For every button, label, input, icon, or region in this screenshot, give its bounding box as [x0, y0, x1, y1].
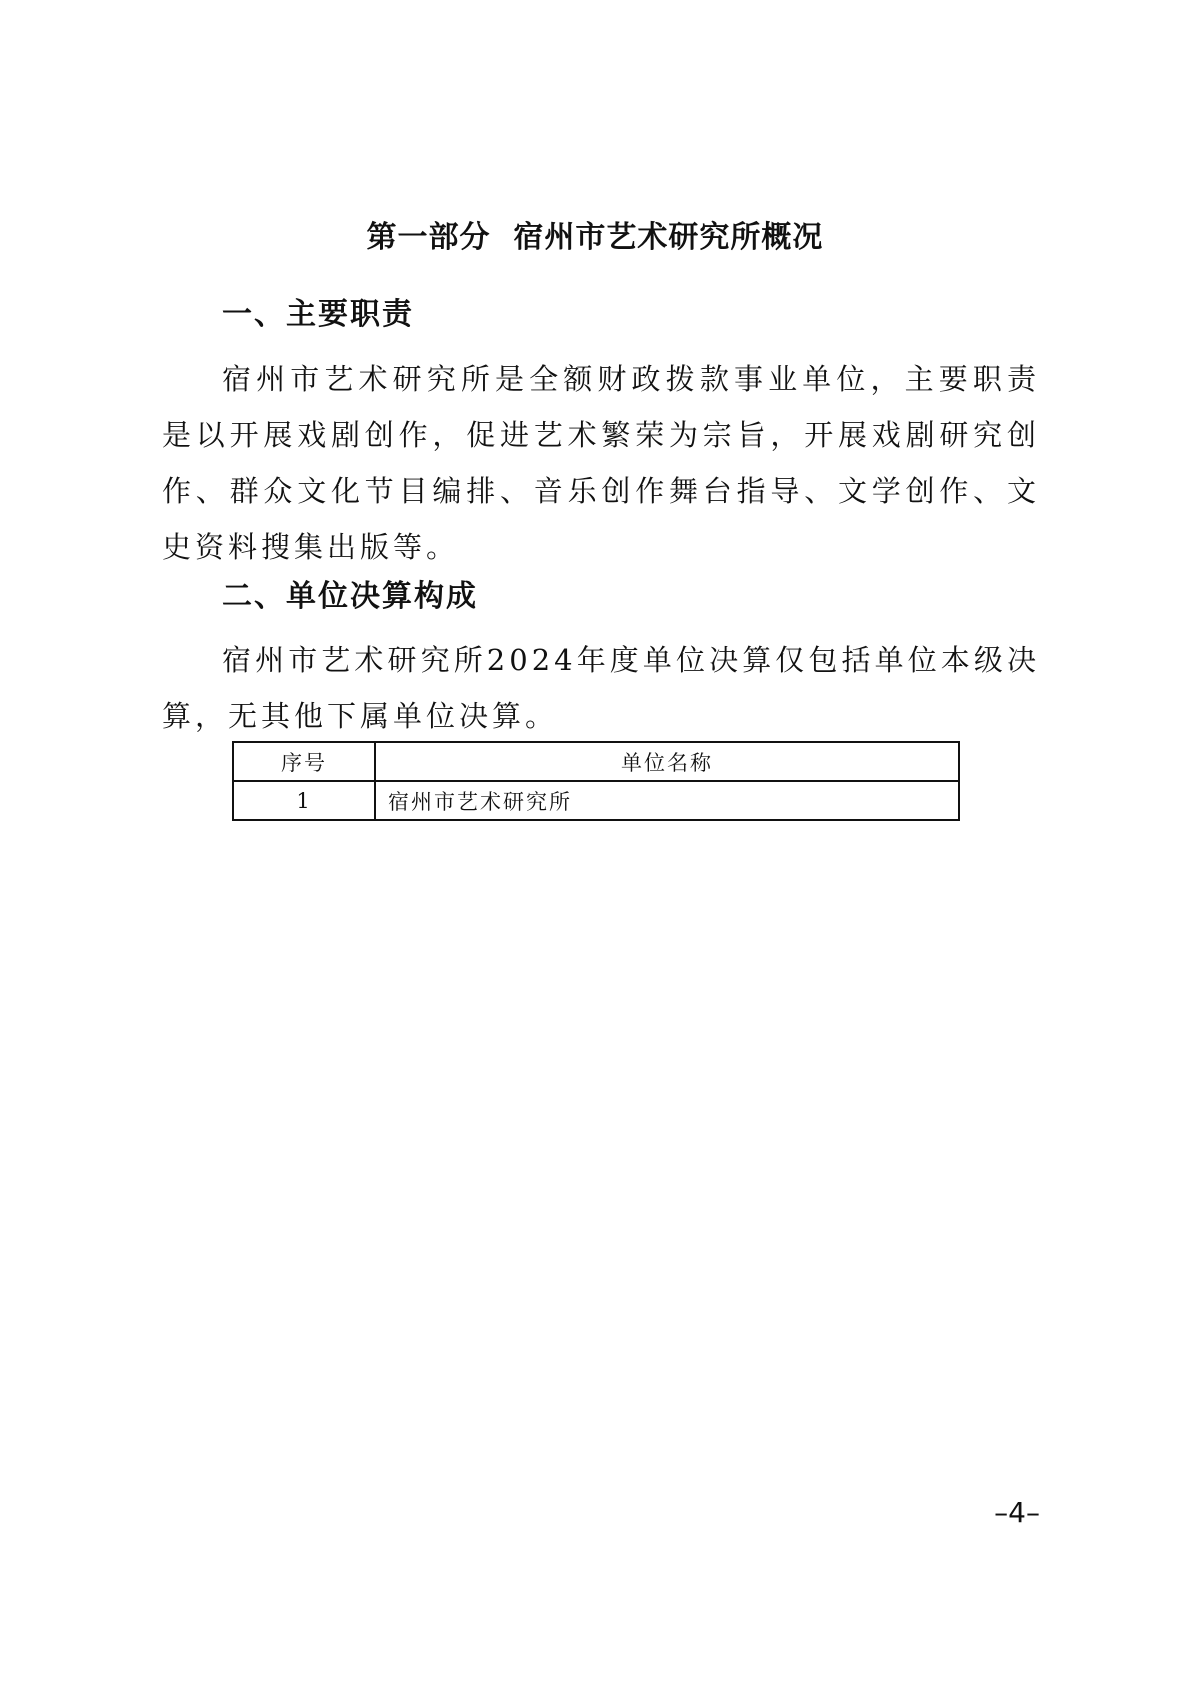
section-heading-main-duties: 一、主要职责 — [222, 297, 414, 332]
page-title: 第一部分 宿州市艺术研究所概况 — [366, 220, 824, 255]
table-cell-serial: 1 — [233, 781, 375, 820]
section-paragraph-budget-composition: 宿州市艺术研究所2024年度单位决算仅包括单位本级决算，无其他下属单位决算。 — [162, 643, 1040, 733]
table-header-row — [233, 742, 959, 781]
page-number: –4– — [994, 1496, 1040, 1529]
table-row — [233, 781, 959, 820]
table-header-serial: 序号 — [233, 742, 375, 781]
unit-table — [232, 741, 960, 821]
table-header-unit-name: 单位名称 — [375, 742, 959, 781]
section-paragraph-main-duties: 宿州市艺术研究所是全额财政拨款事业单位，主要职责是以开展戏剧创作，促进艺术繁荣为宗旨，开展戏剧研究创作、群众文化节目编排、音乐创作舞台指导、文学创作、文史资料搜集出版等。 — [162, 362, 1040, 564]
table-cell-unit-name: 宿州市艺术研究所 — [375, 781, 959, 820]
section-heading-budget-composition: 二、单位决算构成 — [222, 579, 478, 614]
